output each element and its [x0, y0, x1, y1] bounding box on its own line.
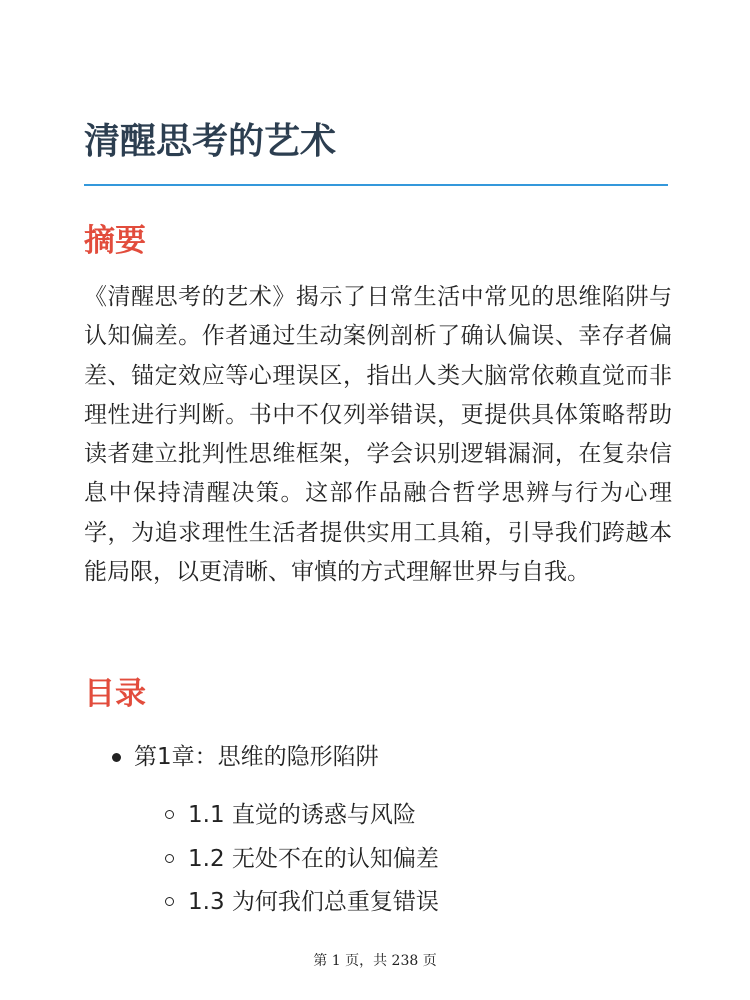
bullet-disc-icon — [112, 753, 121, 762]
toc-chapter-label: 第1章：思维的隐形陷阱 — [134, 744, 379, 770]
document-title: 清醒思考的艺术 — [84, 121, 337, 162]
bullet-circle-icon — [165, 854, 174, 863]
toc-section-label: 1.2 无处不在的认知偏差 — [188, 846, 439, 872]
toc-section-1-1 — [188, 796, 416, 834]
page-footer: 第 1 页，共 238 页 — [313, 953, 437, 969]
toc-heading: 目录 — [84, 676, 146, 712]
toc-section-1-3 — [188, 883, 439, 921]
toc-chapter-1 — [134, 738, 379, 776]
summary-paragraph: 《清醒思考的艺术》揭示了日常生活中常见的思维陷阱与认知偏差。作者通过生动案例剖析了确认偏误、幸存者偏差、锚定效应等心理误区，指出人类大脑常依赖直觉而非理性进行判断。书中不仅列举错误，更提供具体策略帮助读者建立批判性思维框架，学会识别逻辑漏洞，在复杂信息中保持清醒决策。这部作品融合哲学思辨与行为心理学，为追求理性生活者提供实用工具箱，引导我们跨越本能局限，以更清晰、审慎的方式理解世界与自我。 — [84, 284, 672, 586]
bullet-circle-icon — [165, 897, 174, 906]
title-divider — [84, 184, 668, 186]
toc-section-1-2 — [188, 840, 439, 878]
toc-section-label: 1.3 为何我们总重复错误 — [188, 889, 439, 915]
toc-section-label: 1.1 直觉的诱惑与风险 — [188, 802, 416, 828]
summary-heading: 摘要 — [84, 223, 146, 259]
bullet-circle-icon — [165, 810, 174, 819]
